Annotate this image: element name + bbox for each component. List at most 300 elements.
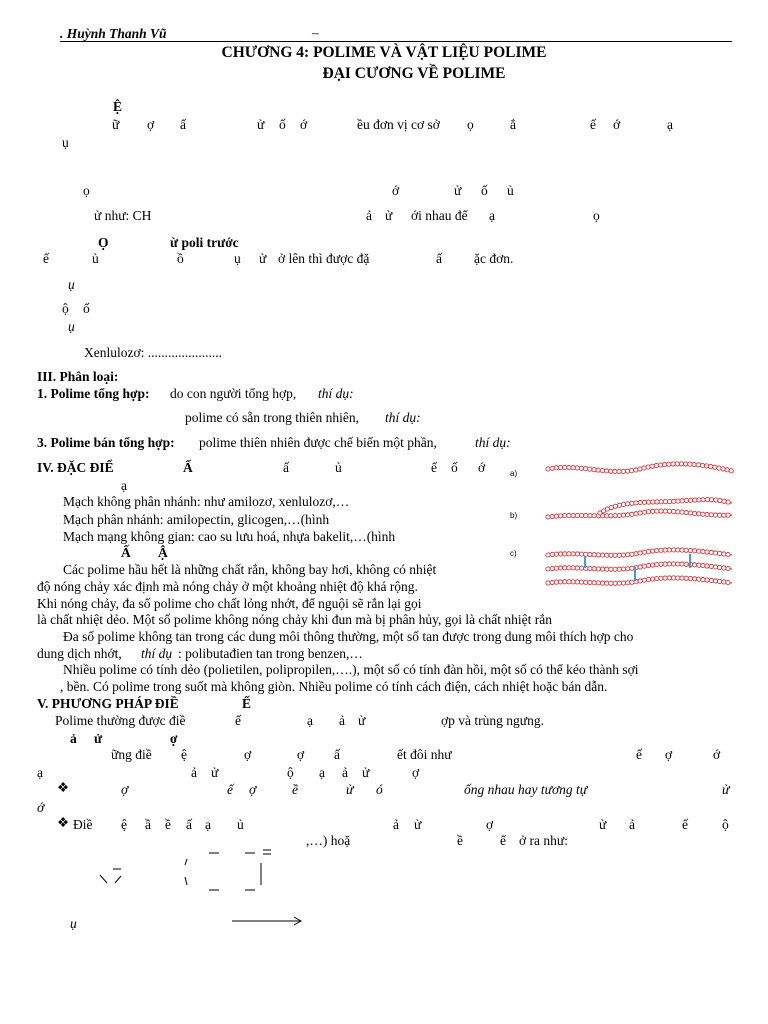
monomer-bead	[642, 550, 646, 554]
monomer-bead	[638, 511, 642, 515]
s1-frag: ả	[366, 208, 372, 223]
monomer-bead	[718, 513, 722, 517]
monomer-bead	[642, 578, 646, 582]
monomer-bead	[575, 552, 579, 556]
s5-frag: ạ	[205, 817, 211, 832]
monomer-bead	[705, 550, 709, 554]
monomer-bead	[718, 565, 722, 569]
monomer-bead	[663, 548, 667, 552]
s4-para-line: Các polime hầu hết là những chất rắn, không bay hơi, không có nhiệt	[63, 562, 437, 577]
monomer-bead	[646, 510, 650, 514]
monomer-bead	[638, 551, 642, 555]
monomer-bead	[613, 504, 617, 508]
monomer-bead	[550, 580, 554, 584]
monomer-bead	[617, 567, 621, 571]
s4-para-line: độ nóng chảy xác định mà nóng chảy ở một khoảng nhiệt độ khá rộng.	[37, 579, 418, 594]
monomer-bead	[688, 576, 692, 580]
s4-para-line: Nhiều polime có tính dẻo (polietilen, polipropilen,….), một số có tính đàn hồi, một số có thể kéo thành sợi	[63, 662, 639, 677]
s5-heading: Ế	[242, 696, 252, 711]
monomer-bead	[651, 577, 655, 581]
monomer-bead	[713, 465, 717, 469]
s3-p1-label: 1. Polime tổng hợp:	[37, 386, 150, 401]
s5-frag: ả	[339, 713, 345, 728]
monomer-bead	[600, 553, 604, 557]
monomer-bead	[642, 466, 646, 470]
monomer-bead	[671, 562, 675, 566]
monomer-bead	[676, 576, 680, 580]
s1-frag: ấ	[180, 117, 186, 132]
monomer-bead	[634, 501, 638, 505]
monomer-bead	[642, 500, 646, 504]
monomer-bead	[680, 499, 684, 503]
fig-label-a: a)	[510, 469, 518, 478]
monomer-bead	[546, 515, 550, 519]
monomer-bead	[613, 553, 617, 557]
monomer-bead	[638, 565, 642, 569]
s5-frag: ể	[500, 833, 506, 848]
monomer-bead	[684, 548, 688, 552]
monomer-bead	[634, 468, 638, 472]
header-dash: –	[312, 25, 319, 40]
monomer-bead	[650, 464, 654, 468]
monomer-bead	[638, 500, 642, 504]
monomer-bead	[584, 513, 588, 517]
monomer-bead	[550, 514, 554, 518]
monomer-bead	[625, 469, 629, 473]
monomer-bead	[609, 469, 613, 473]
reaction-arrow-icon	[230, 914, 305, 928]
monomer-bead	[726, 580, 730, 584]
s5-frag: ủ	[237, 817, 244, 832]
monomer-bead	[579, 580, 583, 584]
monomer-bead	[596, 581, 600, 585]
s5-frag: ử	[599, 817, 607, 832]
monomer-bead	[713, 551, 717, 555]
monomer-bead	[667, 499, 671, 503]
monomer-bead	[721, 467, 725, 471]
s4-sub-heading: Ậ	[158, 545, 168, 560]
s5-sub: ử	[94, 731, 103, 746]
monomer-bead	[684, 576, 688, 580]
monomer-bead	[600, 567, 604, 571]
monomer-bead	[729, 469, 733, 473]
s3-p2-text: polime có sẵn trong thiên nhiên,	[185, 410, 359, 425]
monomer-bead	[679, 462, 683, 466]
monomer-bead	[659, 548, 663, 552]
s5-frag: ợ	[412, 765, 420, 780]
s1-frag: ế	[590, 117, 596, 132]
s5-frag: ợ	[665, 747, 673, 762]
s4-para-line: : polibutađien tan trong benzen,…	[178, 646, 363, 661]
s5-frag: Polime thường được điề	[55, 713, 186, 728]
monomer-bead	[546, 581, 550, 585]
s2-frag: ủ	[92, 251, 99, 266]
monomer-bead	[676, 562, 680, 566]
s4-para-line: dung dịch nhớt,	[37, 646, 122, 661]
s1-frag: ọ	[467, 117, 474, 132]
s1-frag: ạ	[489, 208, 495, 223]
monomer-bead	[609, 581, 613, 585]
monomer-bead	[705, 578, 709, 582]
s4-frag: ớ	[478, 460, 486, 475]
s5-sub: ợ	[170, 731, 178, 746]
monomer-bead	[588, 552, 592, 556]
monomer-bead	[671, 462, 675, 466]
s5-frag: ử	[722, 782, 730, 797]
s1-frag: ử	[454, 183, 462, 198]
s4-mach-2: Mạch phân nhánh: amilopectin, glicogen,…(hình	[63, 512, 330, 527]
monomer-bead	[726, 566, 730, 570]
s5-frag: ợ	[249, 782, 257, 797]
monomer-bead	[558, 514, 562, 518]
monomer-bead	[596, 468, 600, 472]
monomer-bead	[626, 502, 630, 506]
monomer-bead	[638, 467, 642, 471]
s5-frag: ạ	[319, 765, 325, 780]
monomer-bead	[722, 552, 726, 556]
monomer-bead	[604, 469, 608, 473]
monomer-bead	[613, 469, 617, 473]
monomer-bead	[680, 548, 684, 552]
s2-heading: ừ poli trước	[170, 235, 239, 250]
monomer-bead	[617, 503, 621, 507]
monomer-bead	[571, 552, 575, 556]
monomer-bead	[584, 580, 588, 584]
monomer-bead	[588, 514, 592, 518]
monomer-bead	[663, 462, 667, 466]
monomer-bead	[697, 512, 701, 516]
monomer-bead	[596, 553, 600, 557]
s4-mach-1: Mạch không phân nhánh: như amilozơ, xenlulozơ,…	[63, 494, 350, 509]
monomer-bead	[655, 509, 659, 513]
monomer-bead	[567, 465, 571, 469]
monomer-bead	[722, 499, 726, 503]
monomer-bead	[646, 465, 650, 469]
fig-label-b: b)	[510, 511, 518, 520]
monomer-bead	[579, 566, 583, 570]
monomer-bead	[630, 566, 634, 570]
monomer-bead	[709, 513, 713, 517]
s5-frag: ử	[211, 765, 219, 780]
s5-frag: ộ	[287, 765, 294, 780]
monomer-bead	[571, 566, 575, 570]
monomer-bead	[709, 550, 713, 554]
monomer-bead	[567, 566, 571, 570]
s1-frag: ủ	[507, 183, 514, 198]
monomer-bead	[680, 562, 684, 566]
monomer-bead	[613, 567, 617, 571]
s5-frag: ế	[636, 747, 642, 762]
monomer-bead	[709, 464, 713, 468]
s2-ex-xenlulozo: Xenlulozơ: ......................	[84, 345, 222, 360]
monomer-bead	[613, 514, 617, 518]
monomer-bead	[722, 513, 726, 517]
monomer-bead	[713, 565, 717, 569]
monomer-bead	[680, 576, 684, 580]
s1-heading: Ệ	[113, 99, 123, 114]
monomer-bead	[546, 567, 550, 571]
s1-frag: ử	[257, 117, 265, 132]
monomer-bead	[693, 498, 697, 502]
s2-frag: ế	[43, 251, 49, 266]
monomer-bead	[558, 552, 562, 556]
monomer-bead	[563, 465, 567, 469]
monomer-bead	[630, 501, 634, 505]
monomer-bead	[621, 567, 625, 571]
s5-example: ụ	[70, 916, 77, 931]
monomer-bead	[663, 562, 667, 566]
s5-frag: ế	[235, 713, 241, 728]
monomer-bead	[592, 567, 596, 571]
monomer-bead	[676, 510, 680, 514]
s4-para-line: thí dụ	[141, 646, 173, 661]
monomer-bead	[705, 498, 709, 502]
monomer-bead	[692, 511, 696, 515]
monomer-bead	[722, 566, 726, 570]
monomer-bead	[718, 579, 722, 583]
monomer-bead	[646, 549, 650, 553]
monomer-bead	[605, 581, 609, 585]
s5-frag: ề	[292, 782, 298, 797]
monomer-bead	[676, 548, 680, 552]
monomer-bead	[651, 509, 655, 513]
monomer-bead	[575, 566, 579, 570]
monomer-bead	[713, 513, 717, 517]
s2-frag: ấ	[436, 251, 442, 266]
monomer-bead	[626, 513, 630, 517]
monomer-bead	[713, 579, 717, 583]
polymer-structure-figure	[540, 455, 740, 595]
monomer-bead	[667, 548, 671, 552]
monomer-bead	[563, 552, 567, 556]
s5-frag: ử	[414, 817, 422, 832]
monomer-bead	[672, 509, 676, 513]
s4-para-line: , bền. Có polime trong suốt mà không giòn. Nhiều polime có tính cách điện, cách nhiệt hoặc bán dẫn.	[60, 679, 608, 694]
s1-frag: ố	[279, 117, 286, 132]
structural-formula-fragments	[95, 845, 295, 895]
s2-ex: ố	[83, 301, 90, 316]
monomer-bead	[659, 509, 663, 513]
s4-sub-heading: Ấ	[121, 545, 131, 560]
monomer-bead	[701, 549, 705, 553]
monomer-bead	[705, 512, 709, 516]
s5-frag: ề	[457, 833, 463, 848]
monomer-bead	[626, 553, 630, 557]
monomer-bead	[558, 566, 562, 570]
s5-frag: ế	[227, 782, 233, 797]
monomer-bead	[567, 513, 571, 517]
s3-p3-ex: thí dụ:	[475, 435, 511, 450]
monomer-bead	[651, 500, 655, 504]
s2-frag: ở lên thì được đặ	[278, 251, 370, 266]
monomer-bead	[563, 580, 567, 584]
monomer-bead	[579, 552, 583, 556]
s4-frag: ể	[431, 460, 437, 475]
monomer-bead	[571, 513, 575, 517]
monomer-bead	[563, 514, 567, 518]
s1-frag: ọ	[83, 183, 90, 198]
monomer-bead	[546, 467, 550, 471]
monomer-bead	[567, 580, 571, 584]
s2-ex: ụ	[68, 319, 75, 334]
monomer-bead	[646, 563, 650, 567]
s2-frag: ụ	[234, 251, 241, 266]
s3-heading: III. Phân loại:	[37, 369, 119, 384]
monomer-bead	[609, 514, 613, 518]
monomer-bead	[680, 510, 684, 514]
s5-frag: Điề	[73, 817, 93, 832]
monomer-bead	[667, 576, 671, 580]
monomer-bead	[705, 564, 709, 568]
monomer-bead	[701, 512, 705, 516]
monomer-bead	[621, 502, 625, 506]
monomer-bead	[588, 566, 592, 570]
monomer-bead	[667, 509, 671, 513]
s4-para-line: Khi nóng chảy, đa số polime cho chất lỏng nhớt, để nguội sẽ rắn lại gọi	[37, 596, 422, 611]
s3-p3-label: 3. Polime bán tổng hợp:	[37, 435, 175, 450]
s4-para-line: là chất nhiệt dẻo. Một số polime không nóng chảy khi đun mà bị phân hủy, gọi là chất nhiệt rắn	[37, 612, 553, 627]
section-title: ĐẠI CƯƠNG VỀ POLIME	[322, 65, 506, 82]
monomer-bead	[654, 464, 658, 468]
s4-frag: ủ	[335, 460, 342, 475]
author-name: . Huỳnh Thanh Vũ	[60, 26, 167, 41]
bullet-diamond-icon: ❖	[57, 815, 70, 830]
s4-frag: ố	[451, 460, 458, 475]
s3-p2-ex: thí dụ:	[385, 410, 421, 425]
monomer-bead	[667, 462, 671, 466]
monomer-bead	[575, 580, 579, 584]
bullet-diamond-icon: ❖	[57, 780, 70, 795]
monomer-bead	[651, 563, 655, 567]
s1-frag: ụ	[62, 135, 69, 150]
s5-frag: ả	[629, 817, 635, 832]
monomer-bead	[726, 552, 730, 556]
s3-p1-text: do con người tổng hợp,	[170, 386, 297, 401]
chapter-title: CHƯƠNG 4: POLIME VÀ VẬT LIỆU POLIME	[221, 44, 547, 61]
monomer-bead	[563, 566, 567, 570]
monomer-bead	[617, 581, 621, 585]
monomer-bead	[571, 466, 575, 470]
monomer-bead	[609, 567, 613, 571]
monomer-bead	[554, 552, 558, 556]
monomer-bead	[609, 553, 613, 557]
s5-frag: ớ	[37, 800, 45, 815]
s5-frag: ống nhau hay tương tự	[464, 782, 588, 797]
monomer-bead	[550, 552, 554, 556]
monomer-bead	[592, 581, 596, 585]
monomer-bead	[726, 500, 730, 504]
monomer-bead	[588, 467, 592, 471]
monomer-bead	[714, 498, 718, 502]
monomer-bead	[617, 513, 621, 517]
s5-frag: ợ	[244, 747, 252, 762]
monomer-bead	[546, 553, 550, 557]
monomer-bead	[675, 462, 679, 466]
s5-frag: ử	[358, 713, 366, 728]
monomer-bead	[554, 466, 558, 470]
s5-sub: ả	[70, 731, 77, 746]
monomer-bead	[647, 500, 651, 504]
monomer-bead	[701, 498, 705, 502]
monomer-bead	[588, 580, 592, 584]
monomer-bead	[696, 463, 700, 467]
monomer-bead	[684, 562, 688, 566]
s5-frag: ững điề	[111, 747, 152, 762]
s5-frag: ệ	[121, 817, 127, 832]
s5-frag: ó	[376, 782, 383, 797]
monomer-bead	[592, 553, 596, 557]
monomer-bead	[646, 577, 650, 581]
monomer-bead	[692, 577, 696, 581]
monomer-bead	[567, 552, 571, 556]
monomer-bead	[575, 513, 579, 517]
monomer-bead	[663, 509, 667, 513]
monomer-bead	[726, 513, 730, 517]
monomer-bead	[621, 513, 625, 517]
monomer-bead	[659, 576, 663, 580]
s1-frag: ắ	[510, 117, 516, 132]
monomer-bead	[655, 577, 659, 581]
s2-frag: ặc đơn.	[474, 251, 514, 266]
monomer-bead	[630, 580, 634, 584]
monomer-bead	[554, 566, 558, 570]
monomer-bead	[600, 581, 604, 585]
monomer-bead	[584, 467, 588, 471]
monomer-bead	[718, 551, 722, 555]
monomer-bead	[725, 468, 729, 472]
monomer-bead	[688, 548, 692, 552]
monomer-bead	[704, 464, 708, 468]
fig-label-c: c)	[510, 549, 517, 558]
monomer-bead	[722, 580, 726, 584]
monomer-bead	[697, 498, 701, 502]
monomer-bead	[605, 567, 609, 571]
s4-mach-3: Mạch mạng không gian: cao su lưu hoá, nhựa bakelit,…(hình	[63, 529, 396, 544]
s4-heading: IV. ĐẶC ĐIỂ	[37, 460, 114, 475]
s5-frag: ớ	[713, 747, 721, 762]
monomer-bead	[688, 511, 692, 515]
s1-frag: ới nhau để	[411, 208, 468, 223]
monomer-bead	[642, 564, 646, 568]
monomer-bead	[575, 466, 579, 470]
s1-frag: ọ	[593, 208, 600, 223]
monomer-bead	[697, 563, 701, 567]
s5-frag: ầ	[145, 817, 151, 832]
s1-frag: ều đơn vị cơ sở	[357, 117, 440, 132]
s5-frag: ả	[393, 817, 399, 832]
monomer-bead	[663, 576, 667, 580]
monomer-bead	[630, 512, 634, 516]
monomer-bead	[613, 581, 617, 585]
monomer-beads	[546, 462, 733, 586]
monomer-bead	[692, 549, 696, 553]
monomer-bead	[605, 514, 609, 518]
monomer-bead	[642, 510, 646, 514]
monomer-bead	[596, 567, 600, 571]
monomer-bead	[671, 576, 675, 580]
monomer-bead	[558, 580, 562, 584]
s5-frag: ợ	[297, 747, 305, 762]
s5-frag: ế	[682, 817, 688, 832]
monomer-bead	[571, 580, 575, 584]
s1-frag: ớ	[613, 117, 621, 132]
s2-ex: ộ	[62, 301, 69, 316]
s1-frag: ớ	[392, 183, 400, 198]
monomer-bead	[621, 553, 625, 557]
monomer-bead	[655, 549, 659, 553]
monomer-bead	[550, 466, 554, 470]
monomer-bead	[688, 498, 692, 502]
